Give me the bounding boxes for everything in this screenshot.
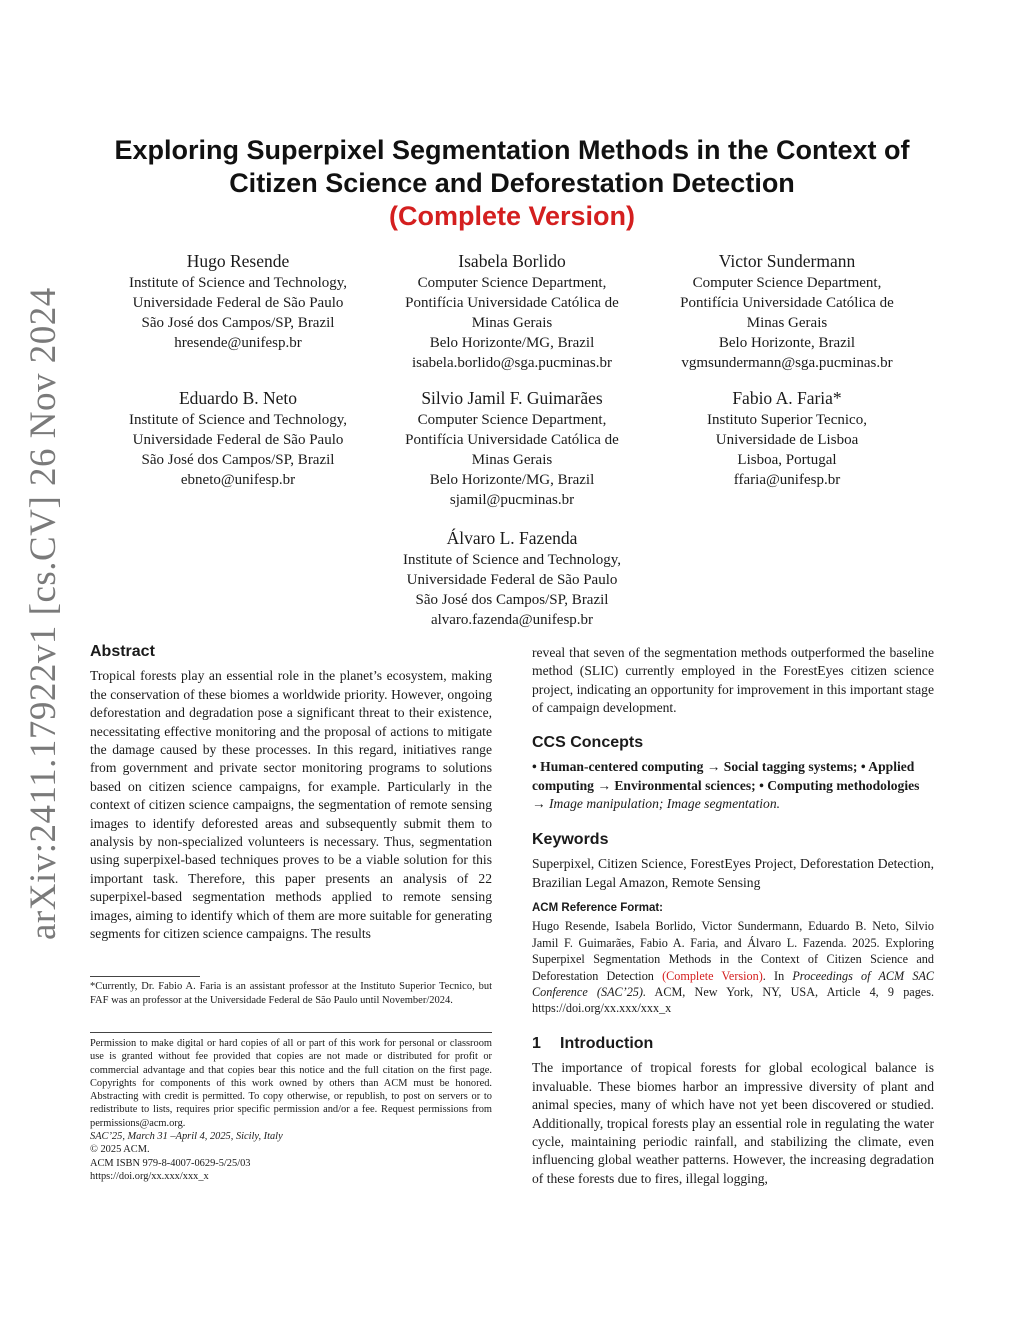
ccs-item-3-rest: → Image manipulation; Image segmentation. [532, 796, 781, 812]
author-affiliation: Minas Gerais [471, 452, 553, 468]
introduction-section [532, 1035, 934, 1188]
author-affiliation: Pontifícia Universidade Católica de [680, 295, 894, 311]
title-subtitle: (Complete Version) [388, 201, 636, 231]
ref-proceedings: Proceedings of ACM SAC Conference (SAC’25). [532, 968, 935, 1000]
author-affiliation: Belo Horizonte, Brazil [718, 335, 856, 351]
keywords-section [532, 831, 934, 892]
author-5 [367, 387, 657, 510]
ccs-heading: CCS Concepts [532, 734, 644, 751]
author-name: Isabela Borlido [458, 251, 566, 271]
footnote: *Currently, Dr. Fabio A. Faria is an assistant professor at the Instituto Superior Tecnico, but FAF was an professor at the Universidade Federal de São Paulo until November/2024. [90, 981, 492, 1006]
author-affiliation: Minas Gerais [471, 315, 553, 331]
author-affiliation: Computer Science Department, [417, 275, 607, 291]
author-name: Victor Sundermann [718, 251, 856, 271]
paper-title [80, 134, 944, 233]
author-name: Silvio Jamil F. Guimarães [421, 388, 603, 408]
author-email[interactable]: ebneto@unifesp.br [180, 472, 296, 488]
author-4 [93, 387, 383, 490]
acm-reference [532, 900, 934, 1017]
author-affiliation: Pontifícia Universidade Católica de [405, 432, 619, 448]
author-affiliation: Computer Science Department, [417, 412, 607, 428]
author-affiliation: Instituto Superior Tecnico, [707, 412, 867, 428]
author-affiliation: Belo Horizonte/MG, Brazil [429, 335, 595, 351]
copyright: © 2025 ACM. [90, 1144, 150, 1156]
permission-block [90, 1037, 492, 1183]
ref-citation: Hugo Resende, Isabela Borlido, Victor Sundermann, Eduardo B. Neto, Silvio Jamil F. Guimarães, Fabio A. Faria, and Álvaro L. Fazenda. 2025. Exploring Superpixel Segmentation Methods in the Context of Citizen Science and Deforestation Detection [532, 919, 934, 983]
abstract-section [90, 643, 492, 944]
author-email[interactable]: sjamil@pucminas.br [449, 492, 575, 508]
ccs-section [532, 734, 934, 814]
keywords-heading: Keywords [532, 831, 609, 848]
introduction-heading [532, 1035, 934, 1053]
introduction-text: The importance of tropical forests for global ecological balance is invaluable. These biomes harbor an impressive diversity of plant and animal species, many of which have not yet been discovered or studied. Additionally, tropical forests play an essential role in regulating the water cycle, maintaining periodic rainfall, and stabilizing the climate, even influencing global weather patterns. However, the increasing degradation of these forests due to fires, illegal logging, [532, 1060, 934, 1186]
ccs-item-2: • Applied computing → Environmental sciences; [532, 759, 915, 793]
author-email[interactable]: isabela.borlido@sga.pucminas.br [411, 355, 613, 371]
abstract-text-continued: reveal that seven of the segmentation methods outperformed the baseline method (SLIC) currently employed in the ForestEyes citizen science project, indicating an opportunity for improvement in this important stage of campaign development. [532, 645, 934, 716]
author-email[interactable]: vgmsundermann@sga.pucminas.br [681, 355, 893, 371]
author-affiliation: São José dos Campos/SP, Brazil [141, 315, 335, 331]
doi-link[interactable]: https://doi.org/xx.xxx/xxx_x [90, 1170, 209, 1182]
abstract-text: Tropical forests play an essential role in the planet’s ecosystem, making the conservation of these biomes a worldwide priority. However, ongoing deforestation and degradation pose a significant threat to their existence, necessitating effective monitoring and the proposal of actions to mitigate the damage caused by these processes. In this regard, initiatives range from government and private sector monitoring programs to solutions based on citizen science campaigns, for example. Particularly in the context of citizen science campaigns, the segmentation of remote sensing images to identify deforested areas and subsequently submit them to analysis by non-specialized volunteers is necessary. Thus, segmentation using superpixel-based techniques proves to be a viable solution for this important task. Therefore, this paper presents an analysis of 22 superpixel-based segmentation methods applied to remote sensing images, aiming to identify which of them are more suitable for generating segments for citizen science campaigns. The results [90, 668, 492, 942]
author-name: Fabio A. Faria* [732, 388, 842, 408]
arxiv-identifier: arXiv:2411.17922v1 [cs.CV] 26 Nov 2024 [23, 287, 64, 940]
author-1 [93, 250, 383, 353]
ref-complete-version: (Complete Version) [662, 968, 763, 983]
author-affiliation: Minas Gerais [746, 315, 828, 331]
author-7 [367, 527, 657, 630]
author-affiliation: Universidade de Lisboa [715, 432, 859, 448]
author-affiliation: Institute of Science and Technology, [128, 275, 348, 291]
author-affiliation: Universidade Federal de São Paulo [132, 295, 344, 311]
title-line-2: Citizen Science and Deforestation Detection [229, 168, 795, 198]
author-affiliation: Belo Horizonte/MG, Brazil [429, 472, 595, 488]
author-affiliation: Lisboa, Portugal [737, 452, 837, 468]
abstract-continued [532, 644, 934, 718]
author-affiliation: Institute of Science and Technology, [128, 412, 348, 428]
permission-text: Permission to make digital or hard copies of all or part of this work for personal or classroom use is granted without fee provided that copies are not made or distributed for profit or commercial advantage and that copies bear this notice and the full citation on the first page. Copyrights for components of this work owned by others than ACM must be honored. Abstracting with credit is permitted. To copy otherwise, or republish, to post on servers or to redistribute to lists, requires prior specific permission and/or a fee. Request permissions from permissions@acm.org. [90, 1038, 492, 1129]
author-email[interactable]: alvaro.fazenda@unifesp.br [430, 612, 594, 628]
author-affiliation: Universidade Federal de São Paulo [132, 432, 344, 448]
author-6 [642, 387, 932, 490]
author-affiliation: Computer Science Department, [692, 275, 882, 291]
author-affiliation: Institute of Science and Technology, [402, 552, 622, 568]
conference-info: SAC’25, March 31 –April 4, 2025, Sicily, Italy [90, 1131, 283, 1143]
ccs-item-3: • Computing methodologies [759, 777, 920, 793]
author-affiliation: São José dos Campos/SP, Brazil [141, 452, 335, 468]
author-2 [367, 250, 657, 373]
isbn: ACM ISBN 979-8-4007-0629-5/25/03 [90, 1157, 251, 1169]
author-name: Álvaro L. Fazenda [446, 528, 578, 548]
ccs-item-1: • Human-centered computing → Social tagging systems; [532, 759, 858, 775]
footnote-divider [90, 976, 200, 977]
author-email[interactable]: ffaria@unifesp.br [733, 472, 841, 488]
permission-divider [90, 1032, 492, 1033]
author-affiliation: Pontifícia Universidade Católica de [405, 295, 619, 311]
author-affiliation: Universidade Federal de São Paulo [406, 572, 618, 588]
abstract-heading: Abstract [90, 643, 155, 660]
author-3 [642, 250, 932, 373]
title-line-1: Exploring Superpixel Segmentation Methods in the Context of [114, 135, 910, 165]
ref-publisher: ACM, New York, NY, USA, Article 4, 9 pages. https://doi.org/xx.xxx/xxx_x [532, 985, 935, 1016]
acm-reference-text [532, 918, 934, 1016]
acm-reference-heading: ACM Reference Format: [532, 902, 663, 914]
author-affiliation: São José dos Campos/SP, Brazil [415, 592, 609, 608]
section-title: Introduction [560, 1035, 654, 1052]
author-name: Eduardo B. Neto [178, 388, 298, 408]
section-number: 1 [532, 1035, 541, 1052]
author-name: Hugo Resende [186, 251, 290, 271]
author-email[interactable]: hresende@unifesp.br [174, 335, 302, 351]
keywords-text: Superpixel, Citizen Science, ForestEyes Project, Deforestation Detection, Brazilian Legal Amazon, Remote Sensing [532, 856, 934, 890]
ref-in: . In [762, 968, 785, 983]
ccs-text [532, 758, 934, 813]
